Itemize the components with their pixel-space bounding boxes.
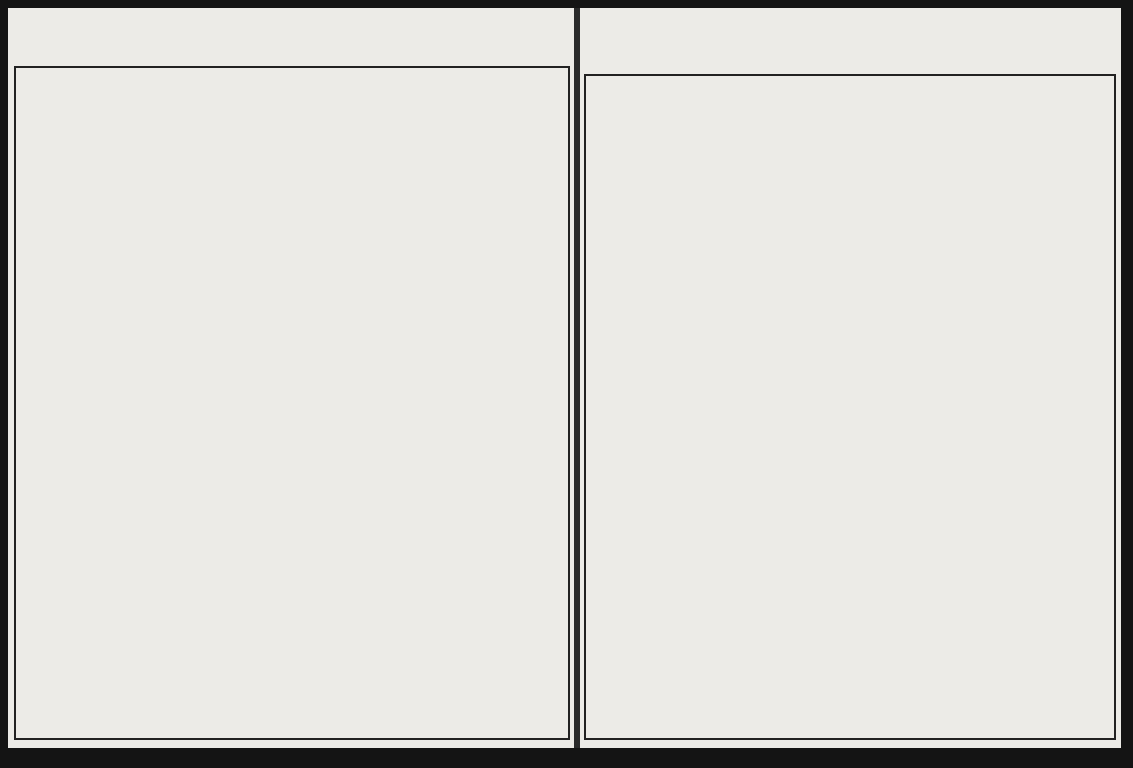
right-table: [584, 74, 1116, 740]
left-page: [8, 8, 574, 748]
left-table: [14, 66, 570, 740]
right-page: [580, 8, 1121, 748]
